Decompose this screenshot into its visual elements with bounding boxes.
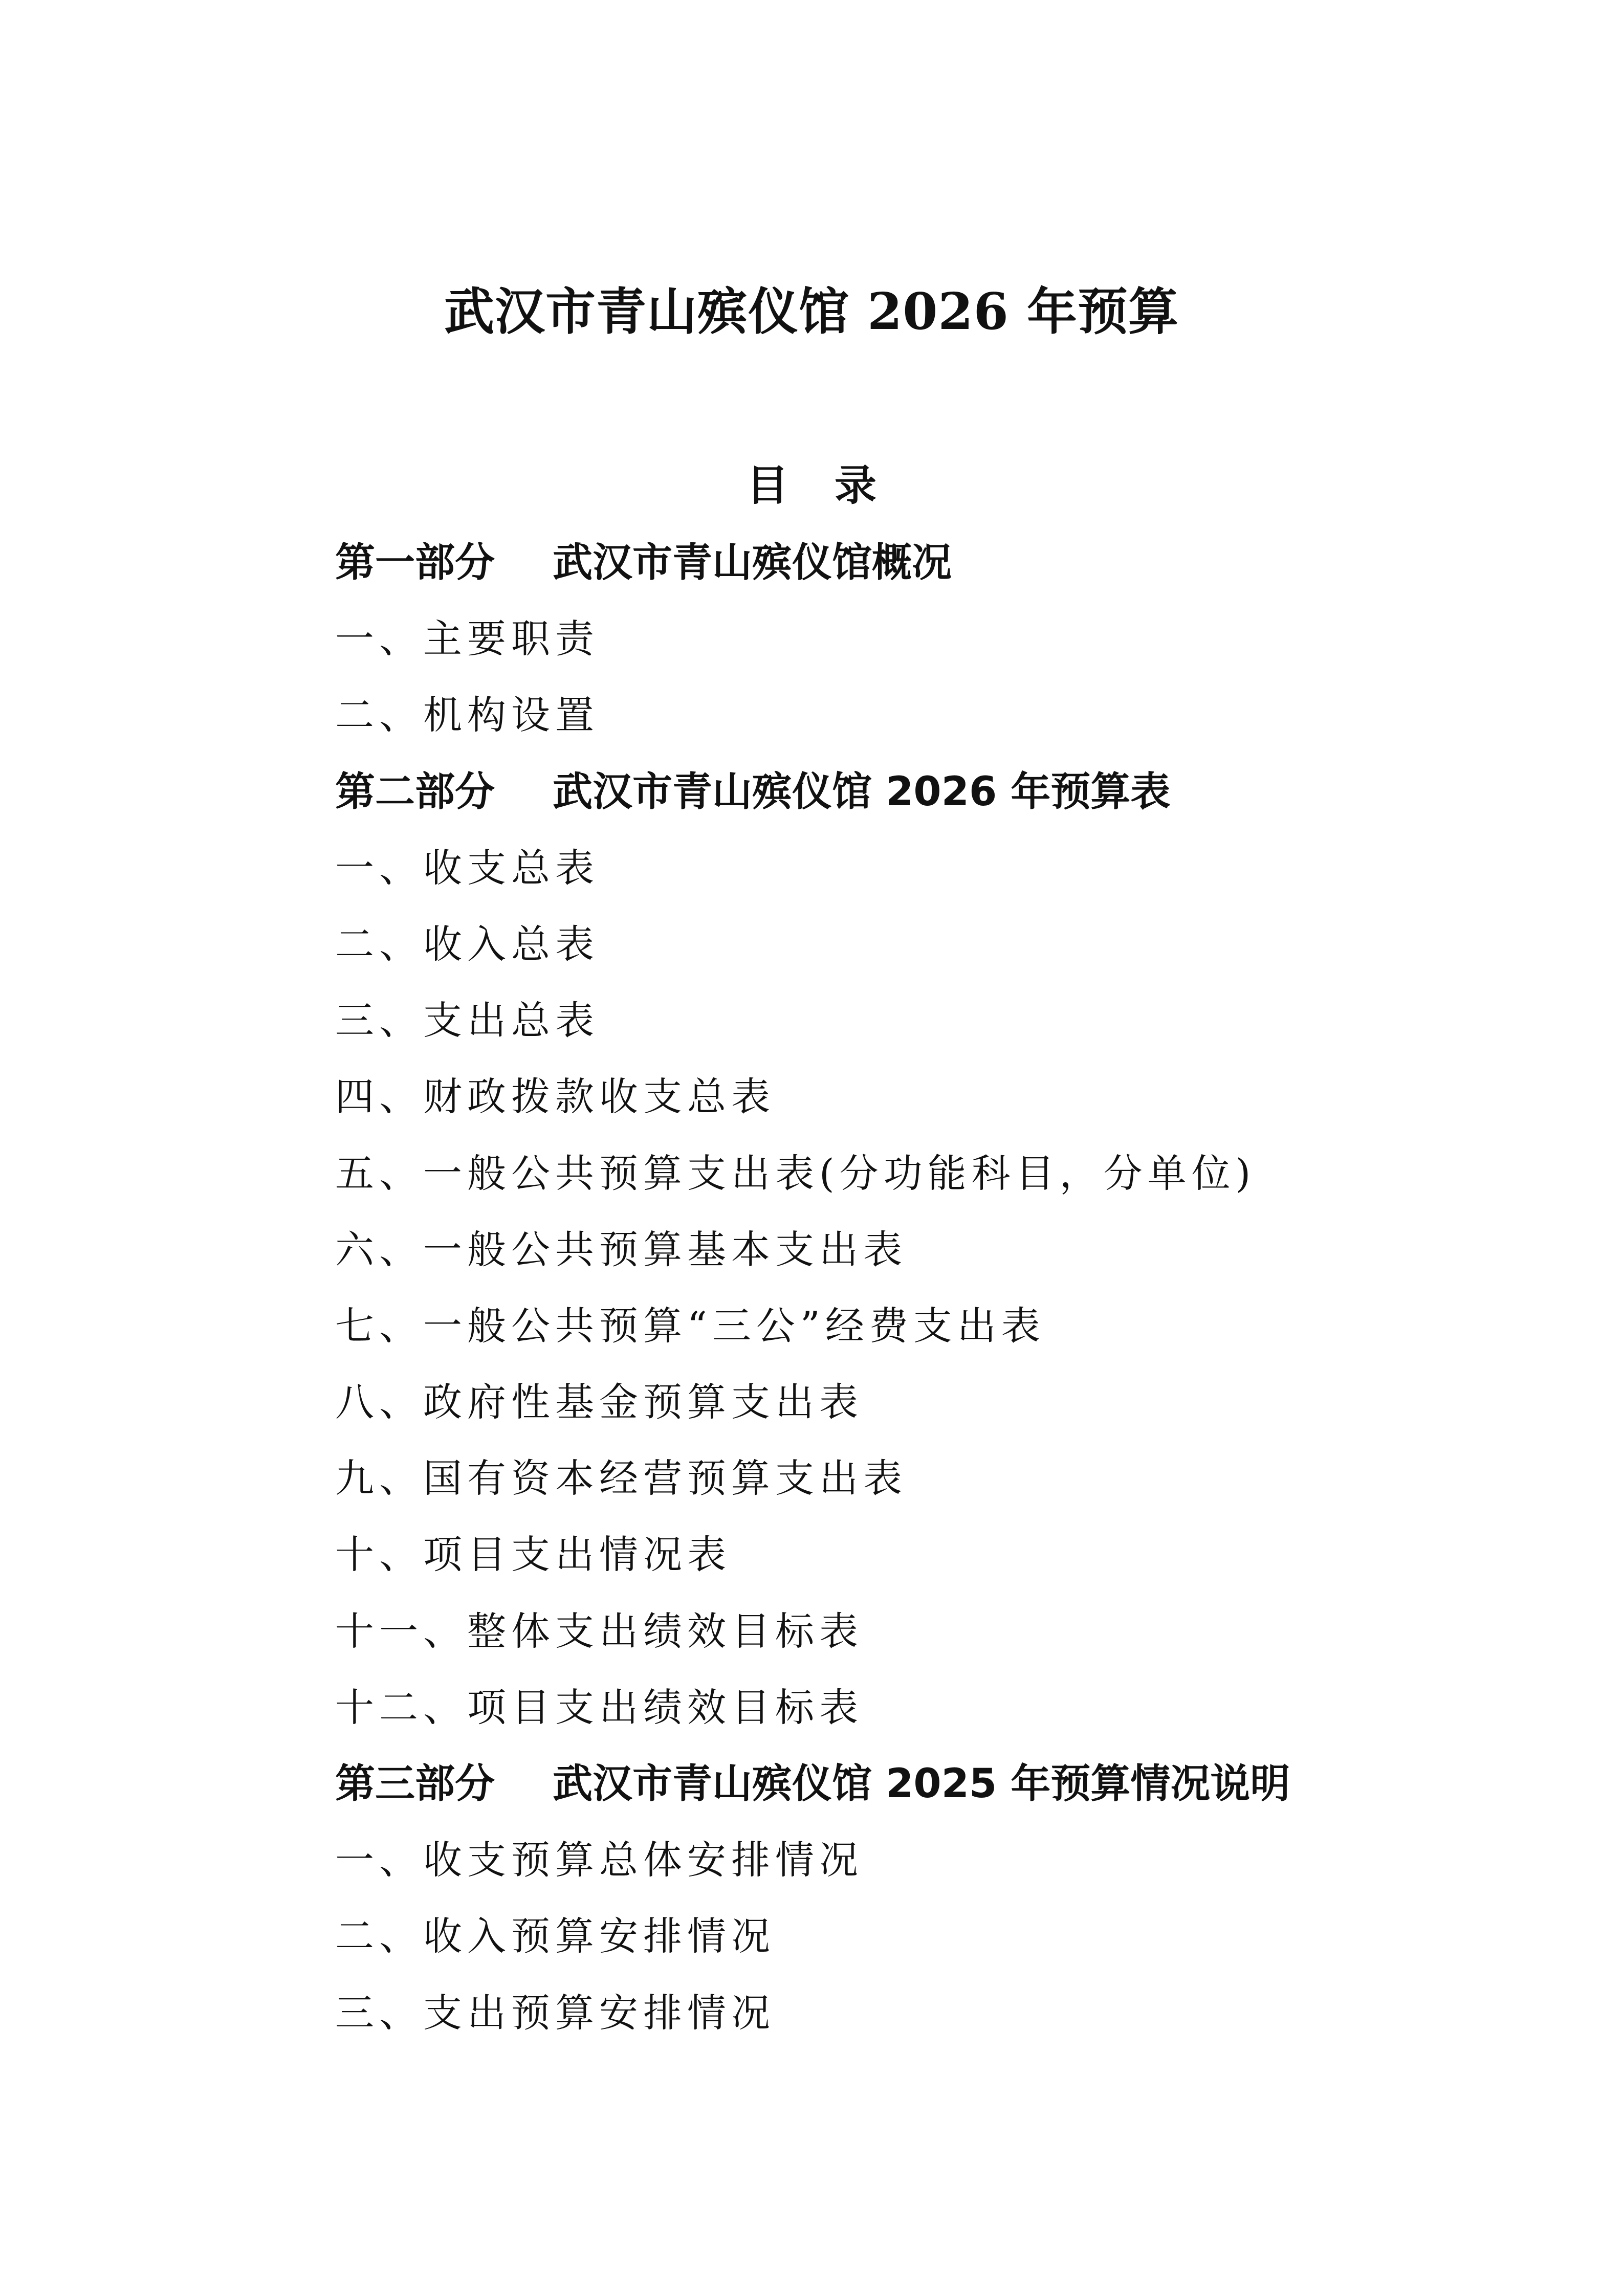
toc-item: 五、一般公共预算支出表(分功能科目，分单位) xyxy=(335,1150,1256,1196)
toc-part-title: 武汉市青山殡仪馆概况 xyxy=(553,540,952,586)
toc-part-3 xyxy=(335,1753,1563,1829)
toc-item: 一、收支预算总体安排情况 xyxy=(335,1837,863,1883)
toc-item: 十二、项目支出绩效目标表 xyxy=(335,1684,863,1730)
toc-item: 九、国有资本经营预算支出表 xyxy=(335,1455,907,1502)
toc-part-title: 武汉市青山殡仪馆 2025 年预算情况说明 xyxy=(553,1761,1290,1807)
toc-item: 八、政府性基金预算支出表 xyxy=(335,1379,863,1425)
toc-item: 二、收入总表 xyxy=(335,921,599,967)
toc-part-number: 第二部分 xyxy=(335,768,495,815)
toc-item: 六、一般公共预算基本支出表 xyxy=(335,1226,907,1272)
toc-part-2 xyxy=(335,761,1563,837)
toc-item: 一、收支总表 xyxy=(335,845,599,891)
toc-part-number: 第三部分 xyxy=(335,1761,495,1807)
toc-item: 二、收入预算安排情况 xyxy=(335,1913,775,1959)
toc-item: 二、机构设置 xyxy=(335,692,599,738)
toc-item: 七、一般公共预算“三公”经费支出表 xyxy=(335,1302,1045,1349)
toc-item: 三、支出预算安排情况 xyxy=(335,1990,775,2036)
toc-item: 一、主要职责 xyxy=(335,616,599,662)
toc-item: 三、支出总表 xyxy=(335,998,599,1044)
toc-item: 十一、整体支出绩效目标表 xyxy=(335,1608,863,1654)
toc-part-1 xyxy=(335,532,1563,608)
toc-item: 四、财政拨款收支总表 xyxy=(335,1074,775,1120)
toc-heading: 目录 xyxy=(746,461,923,510)
document-title: 武汉市青山殡仪馆 2026 年预算 xyxy=(444,282,1179,341)
toc-item: 十、项目支出情况表 xyxy=(335,1532,731,1578)
toc-part-title: 武汉市青山殡仪馆 2026 年预算表 xyxy=(553,768,1171,815)
table-of-contents xyxy=(335,532,1563,2059)
toc-part-number: 第一部分 xyxy=(335,540,495,586)
